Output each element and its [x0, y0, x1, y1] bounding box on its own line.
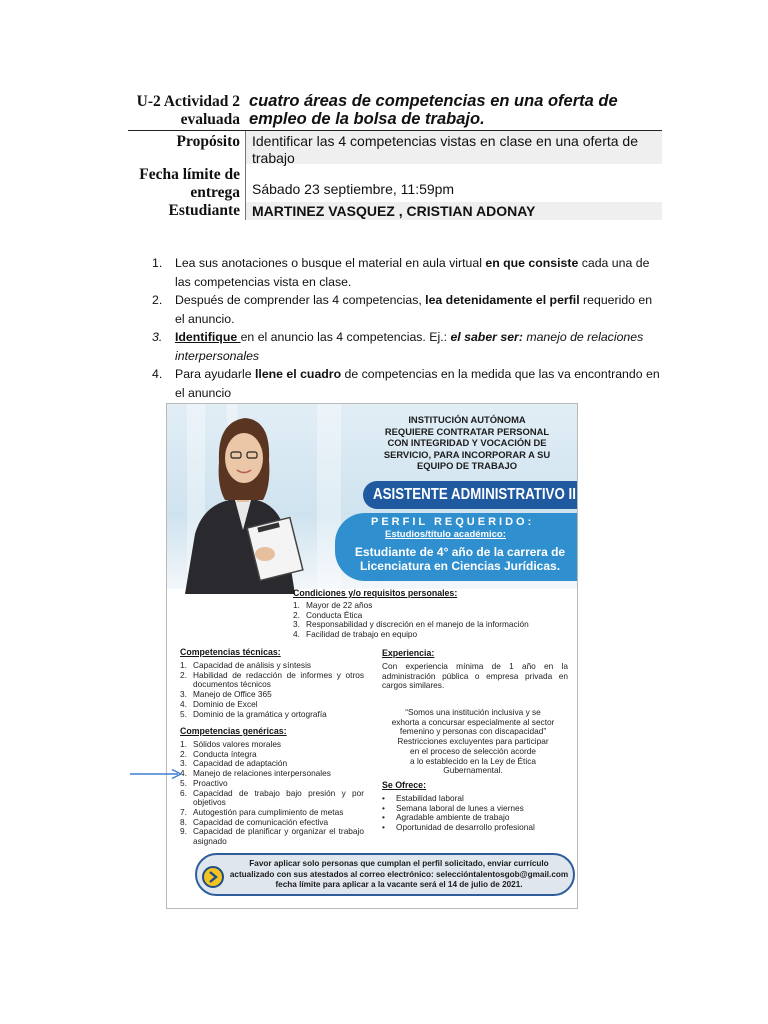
activity-row — [128, 90, 662, 130]
deadline-value: Sábado 23 septiembre, 11:59pm — [245, 164, 662, 202]
list-number: 4. — [152, 367, 163, 381]
inclusion-line: Gubernamental. — [443, 765, 503, 776]
list-text: Manejo de Office 365 — [193, 689, 272, 700]
generic-list — [180, 740, 364, 847]
activity-title — [245, 90, 662, 130]
poster-title — [367, 414, 567, 472]
purpose-row — [128, 131, 662, 164]
list-text: Sólidos valores morales — [193, 739, 282, 749]
deadline-label-line2: entrega — [190, 184, 240, 201]
conditions-list — [293, 601, 563, 640]
list-text: Dominio de Excel — [193, 698, 258, 709]
bullet: • — [382, 802, 385, 813]
list-item — [180, 671, 364, 690]
bullet: • — [382, 812, 385, 823]
inclusion-line: exhorta a concursar especialmente al sector — [391, 716, 555, 727]
deadline-label-line1: Fecha límite de — [139, 166, 240, 183]
list-text: Habilidad de redacción de informes y otros documentos técnicos — [193, 669, 364, 690]
list-text: Manejo de relaciones interpersonales — [193, 768, 331, 779]
generic-heading: Competencias genéricas: — [180, 726, 287, 736]
list-number: 1. — [293, 600, 300, 610]
list-item — [152, 328, 664, 365]
activity-title-line1: cuatro áreas de competencias en una oferta de — [249, 92, 618, 110]
list-number: 2. — [180, 748, 187, 759]
list-item — [382, 823, 568, 833]
list-text: Responsabilidad y discreción en el manejo de la información — [306, 619, 529, 630]
list-text: Agradable ambiente de trabajo — [396, 812, 510, 823]
list-number: 3. — [180, 758, 187, 769]
footer-text — [229, 859, 569, 891]
text-run: Para ayudarle — [175, 367, 255, 381]
bold-italic-run: el saber ser: — [450, 330, 523, 344]
footer-line: Favor aplicar solo personas que cumplan el perfil solicitado, enviar currículo — [249, 859, 549, 868]
student-value: MARTINEZ VASQUEZ , CRISTIAN ADONAY — [245, 202, 662, 220]
bullet: • — [382, 793, 385, 803]
list-number: 1. — [152, 256, 163, 270]
list-item — [180, 789, 364, 808]
list-number: 5. — [180, 708, 187, 719]
list-number: 9. — [180, 826, 187, 837]
profile-heading: PERFIL REQUERIDO: — [371, 516, 535, 528]
list-text: Estabilidad laboral — [396, 793, 464, 803]
position-banner — [363, 481, 577, 509]
conditions-heading: Condiciones y/o requisitos personales: — [293, 588, 458, 598]
poster-title-line: SERVICIO, PARA INCORPORAR A SU — [383, 448, 551, 460]
student-label: Estudiante — [168, 202, 240, 219]
list-number: 4. — [180, 698, 187, 709]
studies-text — [343, 545, 577, 573]
list-number: 5. — [180, 777, 187, 788]
poster-title-line: REQUIERE CONTRATAR PERSONAL — [384, 425, 550, 437]
deadline-label — [128, 164, 245, 202]
technical-list — [180, 661, 364, 719]
instructions-list — [152, 254, 664, 402]
inclusion-line: a lo establecido en la Ley de Ética — [410, 755, 536, 766]
inclusion-line: en el proceso de selección acorde — [410, 745, 536, 756]
bullet: • — [382, 822, 385, 833]
list-item — [180, 827, 364, 846]
list-number: 4. — [293, 629, 300, 640]
list-text: Dominio de la gramática y ortografía — [193, 708, 327, 719]
list-text — [175, 291, 664, 328]
bold-run: en que consiste — [485, 256, 579, 270]
list-text: Conducta Ética — [306, 609, 363, 620]
list-number: 4. — [180, 768, 187, 779]
activity-title-line2: empleo de la bolsa de trabajo. — [249, 110, 485, 128]
text-run: Lea sus anotaciones o busque el material en aula virtual — [175, 256, 486, 270]
businesswoman-photo — [167, 404, 317, 594]
studies-label: Estudios/título académico: — [385, 529, 506, 540]
technical-heading: Competencias técnicas: — [180, 647, 281, 657]
activity-label — [128, 90, 245, 130]
arrow-right-icon — [128, 768, 184, 780]
list-number: 2. — [152, 293, 163, 307]
list-text: Autogestión para cumplimiento de metas — [193, 806, 344, 817]
underlined-run: Identifique — [175, 330, 241, 344]
footer-line: fecha límite para aplicar a la vacante será el 14 de julio de 2021. — [275, 880, 523, 890]
list-text: Mayor de 22 años — [306, 600, 373, 610]
list-number: 1. — [180, 660, 187, 670]
list-number: 6. — [180, 787, 187, 798]
position-title: ASISTENTE ADMINISTRATIVO II — [373, 486, 576, 503]
italic-run: manejo de relaciones interpersonales — [175, 330, 644, 363]
list-number: 2. — [293, 609, 300, 620]
poster-title-line: EQUIPO DE TRABAJO — [416, 460, 517, 472]
text-run: de competencias en la medida que las va encontrando en el anuncio — [175, 367, 660, 400]
inclusion-line: Restricciones excluyentes para participar — [397, 736, 549, 747]
list-item — [152, 365, 664, 402]
profile-banner — [335, 513, 577, 581]
footer-line: actualizado con sus atestados al correo electrónico: seleccióntalentosgob@gmail.com — [229, 869, 569, 879]
application-footer — [195, 853, 575, 896]
list-number: 3. — [180, 689, 187, 700]
list-text: Capacidad de comunicación efectiva — [193, 816, 329, 827]
bold-run: lea detenidamente el perfil — [425, 293, 580, 307]
student-row — [128, 202, 662, 220]
list-item — [180, 710, 364, 720]
list-text — [175, 328, 664, 365]
list-number: 8. — [180, 816, 187, 827]
list-text: Capacidad de adaptación — [193, 758, 288, 769]
offer-list — [382, 794, 568, 833]
list-number: 2. — [180, 669, 187, 680]
poster-title-line: CON INTEGRIDAD Y VOCACIÓN DE — [387, 437, 547, 449]
bold-run: llene el cuadro — [254, 367, 342, 381]
activity-label-line1: U-2 Actividad 2 — [136, 93, 240, 110]
inclusion-statement — [375, 708, 571, 776]
chevron-right-icon — [202, 866, 224, 888]
text-run: en el anuncio las 4 competencias. Ej.: — [240, 330, 451, 344]
purpose-label: Propósito — [176, 133, 240, 150]
list-item — [293, 630, 563, 640]
list-text: Semana laboral de lunes a viernes — [396, 802, 524, 813]
inclusion-line: “Somos una institución inclusiva y se — [405, 707, 541, 717]
list-text: Capacidad de análisis y síntesis — [193, 660, 312, 670]
deadline-row — [128, 164, 662, 202]
experience-heading: Experiencia: — [382, 648, 435, 658]
list-number: 3. — [152, 330, 163, 344]
list-text: Facilidad de trabajo en equipo — [306, 629, 418, 640]
studies-line: Estudiante de 4° año de la carrera de — [354, 545, 566, 559]
poster-title-line: INSTITUCIÓN AUTÓNOMA — [408, 414, 526, 425]
list-text: Capacidad de planificar y organizar el trabajo asignado — [193, 826, 364, 847]
offer-heading: Se Ofrece: — [382, 780, 427, 790]
text-run: cada una de las competencias vista en clase. — [175, 256, 650, 289]
list-text — [175, 254, 664, 291]
list-item — [152, 291, 664, 328]
list-text: Oportunidad de desarrollo profesional — [396, 822, 535, 833]
list-number: 1. — [180, 739, 187, 749]
list-number: 3. — [293, 619, 300, 630]
job-poster — [166, 403, 578, 909]
purpose-value: Identificar las 4 competencias vistas en clase en una oferta de trabajo — [245, 131, 662, 164]
studies-line: Licenciatura en Ciencias Jurídicas. — [359, 559, 561, 573]
list-text: Proactivo — [193, 777, 228, 788]
activity-label-line2: evaluada — [180, 111, 240, 128]
inclusion-line: femenino y personas con discapacidad” — [399, 726, 547, 737]
text-run: requerido en el anuncio. — [175, 293, 653, 326]
activity-header-table — [128, 90, 662, 220]
list-text: Conducta íntegra — [193, 748, 257, 759]
list-number: 7. — [180, 806, 187, 817]
list-text — [175, 365, 664, 402]
experience-text: Con experiencia mínima de 1 año en la administración pública o empresa privada en cargos similares. — [382, 661, 568, 691]
list-text: Capacidad de trabajo bajo presión y por objetivos — [193, 787, 364, 808]
list-item — [152, 254, 664, 291]
text-run: Después de comprender las 4 competencias, — [175, 293, 426, 307]
